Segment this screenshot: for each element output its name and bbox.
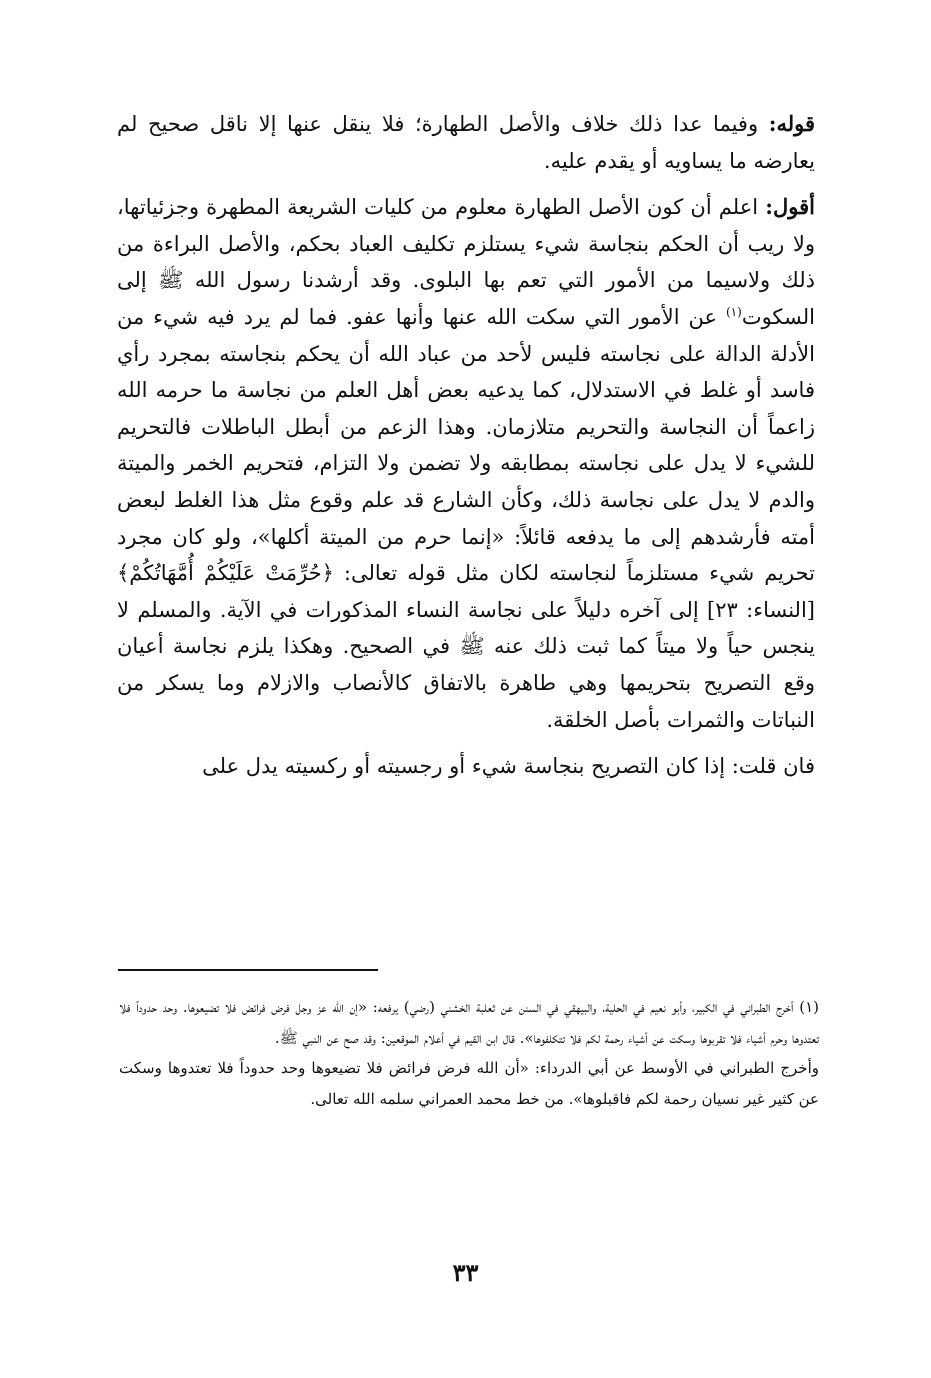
commentary-lead-word: أقول: [765, 194, 815, 220]
footnote-1-part-1: (١) أخرج الطبراني في الكبير، وأبو نعيم في الحلية، والبيهقي في السنن عن ثعلبة الخشني (رضي) يرفعه: «إن الله عز وجل فرض فرائض فلا تضيعوها. وحد حدوداً فلا تعتدوها وحرم أشياء فلا تقربوها وسكت عن أشياء رحمة لكم فلا تتكلفوها». قال ابن القيم في أعلام الموقعين: وقد صح عن النبي ﷺ. [119, 998, 819, 1047]
footnotes-block [119, 992, 819, 1114]
page-number: ٣٣ [452, 1258, 479, 1287]
statement-lead-word: قوله: [768, 111, 815, 136]
footnote-1-part-2: وأخرج الطبراني في الأوسط عن أبي الدرداء: «أن الله فرض فرائض فلا تضيعوها وحد حدوداً فلا تعتدوها وسكت عن كثير غير نسيان رحمة لكم فاقبلوها». من خط محمد العمراني سلمه الله تعالى. [119, 1059, 819, 1108]
commentary-text-part-1: اعلم أن كون الأصل الطهارة معلوم من كليات الشريعة المطهرة وجزئياتها، ولا ريب أن الحكم بنجاسة شيء يستلزم تكليف العباد بحكم، والأصل البراءة من ذلك ولاسيما من الأمور التي تعم بها البلوى. وقد أرشدنا رسول الله ﷺ إلى السكوت [117, 195, 815, 329]
commentary-text-part-2: عن الأمور التي سكت الله عنها وأنها عفو. فما لم يرد فيه شيء من الأدلة الدالة على نجاسته فليس لأحد من عباد الله أن يحكم بنجاسته بمجرد رأي فاسد أو غلط في الاستدلال، كما يدعيه بعض أهل العلم من نجاسة ما حرمه الله زاعماً أن النجاسة والتحريم متلازمان. وهذا الزعم من أبطل الباطلات فالتحريم للشيء لا يدل على نجاسته بمطابقه ولا تضمن ولا التزام، فتحريم الخمر والميتة والدم لا يدل على نجاسة ذلك، وكأن الشارع قد علم وقوع مثل هذا الغلط لبعض أمته فأرشدهم إلى ما يدفعه قائلاً: «إنما حرم من الميتة أكلها»، ولو كان مجرد تحريم شيء مستلزماً لنجاسته لكان مثل قوله تعالى: ﴿حُرِّمَتْ عَلَيْكُمْ أُمَّهَاتُكُمْ﴾ [النساء: ٢٣] إلى آخره دليلاً على نجاسة النساء المذكورات في الآية. والمسلم لا ينجس حياً ولا ميتاً كما ثبت ذلك عنه ﷺ في الصحيح. وهكذا يلزم نجاسة أعيان وقع التصريح بتحريمها وهي طاهرة بالاتفاق كالأنصاب والازلام وما يسكر من النباتات والثمرات بأصل الخلقة. [117, 304, 815, 732]
main-text-block [117, 106, 815, 795]
objection-text: فان قلت: إذا كان التصريح بنجاسة شيء أو رجسيته أو ركسيته يدل على [202, 754, 815, 779]
paragraph-commentary [117, 189, 815, 738]
footnote-reference-1: (١) [725, 304, 742, 319]
paragraph-objection [117, 748, 815, 785]
footnote-divider [118, 969, 378, 971]
statement-text: وفيما عدا ذلك خلاف والأصل الطهارة؛ فلا ينقل عنها إلا ناقل صحيح لم يعارضه ما يساويه أو يقدم عليه. [117, 112, 815, 173]
paragraph-statement [117, 106, 815, 179]
